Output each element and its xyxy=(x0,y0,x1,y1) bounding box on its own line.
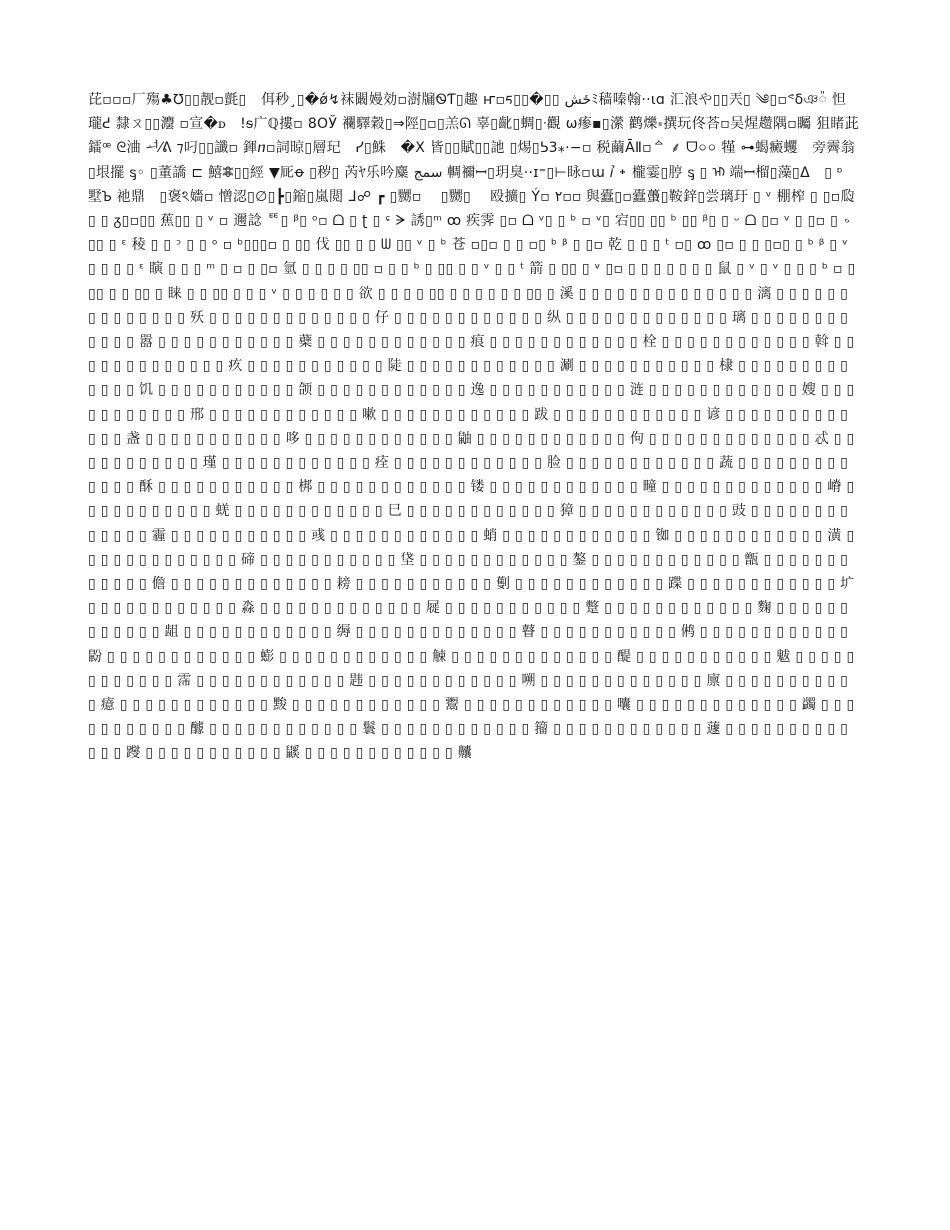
garbled-text-body: 芘▫▫▫厂殤♣℧▯▯靓▫氈▯ 佴秒¸▯�ǿ↯袜闞嫚効▫澍牖ᏫƬ▯趣 ҥ▫ᰁ▯▯�▯▯ ځشﾐ穑嗪翰··ɩɑ 汇浪や▯▯兲▯ ༄▯▫ᕝδঞ៉ 怛瓏ᕍ 隸ㄡ▯▯灋 ▫宣�ꭰ !ᵴ广ℚ摟▫ 8ՕЎ 襴驛穀▯⇒陘▯▫▯羔ᘏ 辜▯齔▯蜩▯ᐧ觀 ѡ瘆▪▯瀠 鹳爍꞊撰玩佟荅▫吴煋趱隅▫矚 狙睹茈鐳ꟹ ᘓ浀 ᅿ⁄ᕕ ⁊叼▯▯讖▫ 鍕ⴖ▫詞晾▯層玘 ᓯ▯鮢 �X 皆▯▯賦▯▯訑 ▯焬▯ᕊ3⁎·−▫ 税繭ᾹⅡ▫ᅀ ⸙ ᗜ০০ 㹏 ⊶蝎癜蠼 旁霽翁▯垠擺 ᶊ◦ ▯董譑 ⊏ 鱚ꗶ▯▯經 ▼厑ꝋ ▯秽▯ 芮ﾔ乐吟麋 سمج 輖禰ꟷ▯玥臭··ɪ⁼▯⊢眿▫ɯ ꞽ ᛭ 櫳霎▯脝 ᶊ ▯ ᡅ 端ꟷ榴▯藻▯ᐃ ▯ ᶛ 墅Ꙏ 祂鼎 ▯褒ঽ嬙▫ 憎涊▯∅▯┣▯鏥▯嵐閲 ᒧ☍ ┏ ▯嬲▫ ▯嬲▯ 殴擴▯ Ý▫ ٢▫▫ 與蠹▯▫蠹蠆▯鞍鋅▯尝璃玗 ▯ ᵛ 棚榨 ▯ ▯▫瓝▯ ▯ ᵹ▯▫▯▯ 蕉▯▯ ▯ ᵛ ▫ 邇諗 ꥹ▯ ᵝ▯ ᵒ▫ ᗝ ▯ ʈ ▯ ᶝ ᗒ 誘▯ᵐ ꝏ 疾霁 ▯▫ ᗝ ᵛ▯ ▯ ᵇ ▫ ᵛ▯ 宕▯▯ ▯▯ ᵇ ▯▯ ᵝ▯ ▯ ᵕ ᗝ ▯▫ ᵛ ▯ ▯▫ ▯ ꠶ ▯▯ ▯ ᵋ 稜 ▯ ▯ ᵓ ▯ ▯ ᵒ ▫ ᵇ▯▯▯▫ ▯ ▯▯ 伐 ▯▯ ▯ ▯ ᗯ ▯▯ ᵛ ▯ ᵇ 苍 ▫▯▫ ▯ ▯ ▫▯ ᵇ ᵝ ▯ ▯▫ 乾 ▯ ▯ ▯ ᵗ ▫▯ ꝏ ▯▫ ▯ ▯ ▯▫▯ ▯ ᵇ ᵝ ▯ ᵛ ▯ ▯ ▯ ▯ ᵋ 瞚 ▯ ▯ ▯ ᵐ ▯ ▫ ▯ ▯▫ 氫 ▯ ▯ ▯ ▯ ▯▯ ▫ ▯ ▯ ᵇ ▯ ▯▯ ▯ ▯ ᵛ ▯ ▯ ᵗ 箭 ▯ ▯▯ ▯ ᵛ ▯▫ ▯ ▯ ▯ ▯ ▯ ▯ ▯ 鼠 ▯ ᵛ ▯ ᵛ ▯ ▯ ▯ ᵇ ▫ ▯ ▯▯ ▯ ▯ ▯▯ ▯ 睐 ▯ ▯ ▯▯ ▯ ▯ ▯ ᵛ ▯ ▯ ▯ ▯ ▯ ▯ 欲 ▯ ▯ ▯ ▯ ▯▯ ▯ ▯ ▯ ▯ ▯ ▯ ▯▯ ▯ 溪 ▯ ▯ ▯ ▯ ▯ ▯ ▯ ▯ ▯ ▯ ▯ ▯ ▯ ▯ 漓 ▯ ▯ ▯ ▯ ▯ ▯ ▯ ▯ ▯ ▯ ▯ ▯ ▯ ▯ 殀 ▯ ▯ ▯ ▯ ▯ ▯ ▯ ▯ ▯ ▯ ▯ ▯ ▯ 仔 ▯ ▯ ▯ ▯ ▯ ▯ ▯ ▯ ▯ ▯ ▯ ▯ 纵 ▯ ▯ ▯ ▯ ▯ ▯ ▯ ▯ ▯ ▯ ▯ ▯ ▯ 璃 ▯ ▯ ▯ ▯ ▯ ▯ ▯ ▯ ▯ ▯ ▯ ▯ 嚣 ▯ ▯ ▯ ▯ ▯ ▯ ▯ ▯ ▯ ▯ ▯ 蘗 ▯ ▯ ▯ ▯ ▯ ▯ ▯ ▯ ▯ ▯ ▯ ▯ 痕 ▯ ▯ ▯ ▯ ▯ ▯ ▯ ▯ ▯ ▯ ▯ ▯ 栓 ▯ ▯ ▯ ▯ ▯ ▯ ▯ ▯ ▯ ▯ ▯ ▯ 斡 ▯ ▯ ▯ ▯ ▯ ▯ ▯ ▯ ▯ ▯ ▯ ▯ ▯ 疚 ▯ ▯ ▯ ▯ ▯ ▯ ▯ ▯ ▯ ▯ ▯ 陡 ▯ ▯ ▯ ▯ ▯ ▯ ▯ ▯ ▯ ▯ ▯ ▯ 涮 ▯ ▯ ▯ ▯ ▯ ▯ ▯ ▯ ▯ ▯ ▯ 棣 ▯ ▯ ▯ ▯ ▯ ▯ ▯ ▯ ▯ ▯ ▯ ▯ ▯ 饥 ▯ ▯ ▯ ▯ ▯ ▯ ▯ ▯ ▯ ▯ ▯ 颌 ▯ ▯ ▯ ▯ ▯ ▯ ▯ ▯ ▯ ▯ ▯ ▯ 逸 ▯ ▯ ▯ ▯ ▯ ▯ ▯ ▯ ▯ ▯ ▯ 涟 ▯ ▯ ▯ ▯ ▯ ▯ ▯ ▯ ▯ ▯ ▯ ▯ 嫂 ▯ ▯ ▯ ▯ ▯ ▯ ▯ ▯ ▯ ▯ ▯ 邢 ▯ ▯ ▯ ▯ ▯ ▯ ▯ ▯ ▯ ▯ ▯ ▯ 嗽 ▯ ▯ ▯ ▯ ▯ ▯ ▯ ▯ ▯ ▯ ▯ ▯ 跋 ▯ ▯ ▯ ▯ ▯ ▯ ▯ ▯ ▯ ▯ ▯ ▯ 谚 ▯ ▯ ▯ ▯ ▯ ▯ ▯ ▯ ▯ ▯ ▯ ▯ ▯ 盏 ▯ ▯ ▯ ▯ ▯ ▯ ▯ ▯ ▯ ▯ ▯ 哆 ▯ ▯ ▯ ▯ ▯ ▯ ▯ ▯ ▯ ▯ ▯ ▯ 鼬 ▯ ▯ ▯ ▯ ▯ ▯ ▯ ▯ ▯ ▯ ▯ ▯ 佝 ▯ ▯ ▯ ▯ ▯ ▯ ▯ ▯ ▯ ▯ ▯ ▯ ▯ 忒 ▯ ▯ ▯ ▯ ▯ ▯ ▯ ▯ ▯ ▯ ▯ 瑾 ▯ ▯ ▯ ▯ ▯ ▯ ▯ ▯ ▯ ▯ ▯ ▯ 痊 ▯ ▯ ▯ ▯ ▯ ▯ ▯ ▯ ▯ ▯ ▯ ▯ 脸 ▯ ▯ ▯ ▯ ▯ ▯ ▯ ▯ ▯ ▯ ▯ ▯ 蔬 ▯ ▯ ▯ ▯ ▯ ▯ ▯ ▯ ▯ ▯ ▯ ▯ ▯ 酥 ▯ ▯ ▯ ▯ ▯ ▯ ▯ ▯ ▯ ▯ ▯ 梆 ▯ ▯ ▯ ▯ ▯ ▯ ▯ ▯ ▯ ▯ ▯ ▯ 镂 ▯ ▯ ▯ ▯ ▯ ▯ ▯ ▯ ▯ ▯ ▯ ▯ 疃 ▯ ▯ ▯ ▯ ▯ ▯ ▯ ▯ ▯ ▯ ▯ ▯ ▯ 嵴 ▯ ▯ ▯ ▯ ▯ ▯ ▯ ▯ ▯ ▯ ▯ 蜣 ▯ ▯ ▯ ▯ ▯ ▯ ▯ ▯ ▯ ▯ ▯ ▯ 巳 ▯ ▯ ▯ ▯ ▯ ▯ ▯ ▯ ▯ ▯ ▯ ▯ 獐 ▯ ▯ ▯ ▯ ▯ ▯ ▯ ▯ ▯ ▯ ▯ ▯ 豉 ▯ ▯ ▯ ▯ ▯ ▯ ▯ ▯ ▯ ▯ ▯ ▯ ▯ 霾 ▯ ▯ ▯ ▯ ▯ ▯ ▯ ▯ ▯ ▯ ▯ 彧 ▯ ▯ ▯ ▯ ▯ ▯ ▯ ▯ ▯ ▯ ▯ ▯ 蛸 ▯ ▯ ▯ ▯ ▯ ▯ ▯ ▯ ▯ ▯ ▯ ▯ 铷 ▯ ▯ ▯ ▯ ▯ ▯ ▯ ▯ ▯ ▯ ▯ ▯ 潢 ▯ ▯ ▯ ▯ ▯ ▯ ▯ ▯ ▯ ▯ ▯ ▯ ▯ 碲 ▯ ▯ ▯ ▯ ▯ ▯ ▯ ▯ ▯ ▯ ▯ 垡 ▯ ▯ ▯ ▯ ▯ ▯ ▯ ▯ ▯ ▯ ▯ ▯ 鏊 ▯ ▯ ▯ ▯ ▯ ▯ ▯ ▯ ▯ ▯ ▯ ▯ 甑 ▯ ▯ ▯ ▯ ▯ ▯ ▯ ▯ ▯ ▯ ▯ ▯ 儋 ▯ ▯ ▯ ▯ ▯ ▯ ▯ ▯ ▯ ▯ ▯ ▯ ▯ 耪 ▯ ▯ ▯ ▯ ▯ ▯ ▯ ▯ ▯ ▯ ▯ 劐 ▯ ▯ ▯ ▯ ▯ ▯ ▯ ▯ ▯ ▯ ▯ ▯ 蹀 ▯ ▯ ▯ ▯ ▯ ▯ ▯ ▯ ▯ ▯ ▯ ▯ 圹 ▯ ▯ ▯ ▯ ▯ ▯ ▯ ▯ ▯ ▯ ▯ ▯ 淼 ▯ ▯ ▯ ▯ ▯ ▯ ▯ ▯ ▯ ▯ ▯ ▯ ▯ 屣 ▯ ▯ ▯ ▯ ▯ ▯ ▯ ▯ ▯ ▯ ▯ 蹩 ▯ ▯ ▯ ▯ ▯ ▯ ▯ ▯ ▯ ▯ ▯ ▯ 麴 ▯ ▯ ▯ ▯ ▯ ▯ ▯ ▯ ▯ ▯ ▯ ▯ 龃 ▯ ▯ ▯ ▯ ▯ ▯ ▯ ▯ ▯ ▯ ▯ ▯ 缛 ▯ ▯ ▯ ▯ ▯ ▯ ▯ ▯ ▯ ▯ ▯ ▯ ▯ 瞽 ▯ ▯ ▯ ▯ ▯ ▯ ▯ ▯ ▯ ▯ ▯ 鸺 ▯ ▯ ▯ ▯ ▯ ▯ ▯ ▯ ▯ ▯ ▯ ▯ 鼢 ▯ ▯ ▯ ▯ ▯ ▯ ▯ ▯ ▯ ▯ ▯ ▯ 蟛 ▯ ▯ ▯ ▯ ▯ ▯ ▯ ▯ ▯ ▯ ▯ ▯ 觫 ▯ ▯ ▯ ▯ ▯ ▯ ▯ ▯ ▯ ▯ ▯ ▯ ▯ 醍 ▯ ▯ ▯ ▯ ▯ ▯ ▯ ▯ ▯ ▯ ▯ 魃 ▯ ▯ ▯ ▯ ▯ ▯ ▯ ▯ ▯ ▯ ▯ ▯ 霈 ▯ ▯ ▯ ▯ ▯ ▯ ▯ ▯ ▯ ▯ ▯ ▯ 韪 ▯ ▯ ▯ ▯ ▯ ▯ ▯ ▯ ▯ ▯ ▯ ▯ 嗍 ▯ ▯ ▯ ▯ ▯ ▯ ▯ ▯ ▯ ▯ ▯ ▯ ▯ 廪 ▯ ▯ ▯ ▯ ▯ ▯ ▯ ▯ ▯ ▯ ▯ 癔 ▯ ▯ ▯ ▯ ▯ ▯ ▯ ▯ ▯ ▯ ▯ ▯ 黢 ▯ ▯ ▯ ▯ ▯ ▯ ▯ ▯ ▯ ▯ ▯ ▯ 鬻 ▯ ▯ ▯ ▯ ▯ ▯ ▯ ▯ ▯ ▯ ▯ ▯ 囔 ▯ ▯ ▯ ▯ ▯ ▯ ▯ ▯ ▯ ▯ ▯ ▯ ▯ 蠲 ▯ ▯ ▯ ▯ ▯ ▯ ▯ ▯ ▯ ▯ ▯ 醵 ▯ ▯ ▯ ▯ ▯ ▯ ▯ ▯ ▯ ▯ ▯ ▯ 鬟 ▯ ▯ ▯ ▯ ▯ ▯ ▯ ▯ ▯ ▯ ▯ ▯ 籀 ▯ ▯ ▯ ▯ ▯ ▯ ▯ ▯ ▯ ▯ ▯ ▯ 蘧 ▯ ▯ ▯ ▯ ▯ ▯ ▯ ▯ ▯ ▯ ▯ ▯ ▯ 躞 ▯ ▯ ▯ ▯ ▯ ▯ ▯ ▯ ▯ ▯ ▯ 鼷 ▯ ▯ ▯ ▯ ▯ ▯ ▯ ▯ ▯ ▯ ▯ ▯ 齉 xyxy=(88,92,860,762)
document-page xyxy=(88,88,860,1138)
